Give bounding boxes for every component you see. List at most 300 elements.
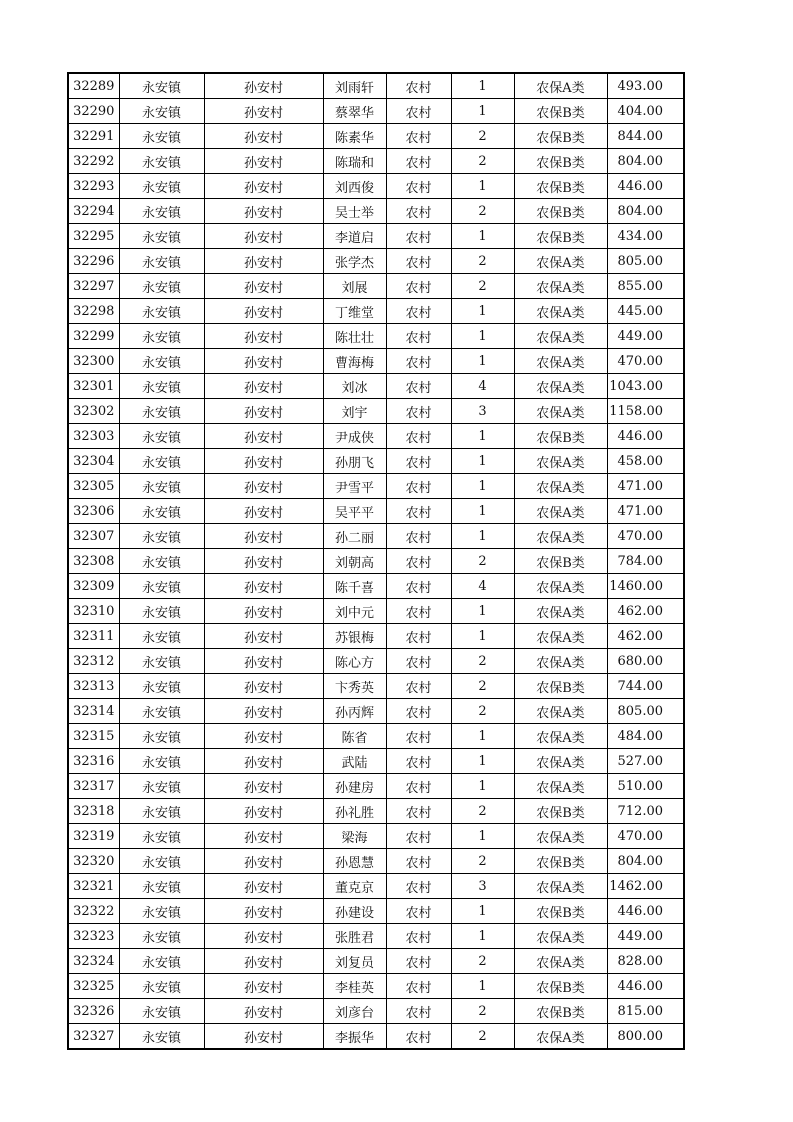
amount-cell: 470.00 — [607, 524, 684, 549]
insurance-category-cell: 农保A类 — [514, 499, 607, 524]
insurance-category-cell: 农保A类 — [514, 349, 607, 374]
table-row — [68, 499, 684, 524]
member-count-cell: 1 — [451, 299, 514, 324]
amount-cell: 510.00 — [607, 774, 684, 799]
member-count-cell: 1 — [451, 499, 514, 524]
insurance-category-cell: 农保B类 — [514, 124, 607, 149]
household-type-cell: 农村 — [386, 299, 451, 324]
amount-cell: 1462.00 — [607, 874, 684, 899]
village-cell: 孙安村 — [204, 824, 323, 849]
town-cell: 永安镇 — [119, 124, 204, 149]
person-name-cell: 刘雨轩 — [323, 73, 386, 99]
insurance-category-cell: 农保A类 — [514, 374, 607, 399]
household-type-cell: 农村 — [386, 899, 451, 924]
town-cell: 永安镇 — [119, 1024, 204, 1050]
record-id-cell: 32298 — [68, 299, 119, 324]
town-cell: 永安镇 — [119, 699, 204, 724]
insurance-category-cell: 农保B类 — [514, 99, 607, 124]
insurance-category-cell: 农保A类 — [514, 274, 607, 299]
amount-cell: 470.00 — [607, 349, 684, 374]
amount-cell: 1460.00 — [607, 574, 684, 599]
village-cell: 孙安村 — [204, 149, 323, 174]
table-row — [68, 1024, 684, 1050]
member-count-cell: 1 — [451, 449, 514, 474]
record-id-cell: 32305 — [68, 474, 119, 499]
insurance-category-cell: 农保B类 — [514, 549, 607, 574]
amount-cell: 804.00 — [607, 199, 684, 224]
record-id-cell: 32319 — [68, 824, 119, 849]
person-name-cell: 陈瑞和 — [323, 149, 386, 174]
household-type-cell: 农村 — [386, 174, 451, 199]
member-count-cell: 1 — [451, 599, 514, 624]
household-type-cell: 农村 — [386, 524, 451, 549]
town-cell: 永安镇 — [119, 274, 204, 299]
member-count-cell: 2 — [451, 274, 514, 299]
insurance-category-cell: 农保A类 — [514, 474, 607, 499]
household-type-cell: 农村 — [386, 724, 451, 749]
household-type-cell: 农村 — [386, 349, 451, 374]
record-id-cell: 32306 — [68, 499, 119, 524]
insurance-category-cell: 农保A类 — [514, 649, 607, 674]
person-name-cell: 刘彦台 — [323, 999, 386, 1024]
person-name-cell: 刘复员 — [323, 949, 386, 974]
village-cell: 孙安村 — [204, 949, 323, 974]
insurance-category-cell: 农保B类 — [514, 799, 607, 824]
village-cell: 孙安村 — [204, 599, 323, 624]
person-name-cell: 刘冰 — [323, 374, 386, 399]
town-cell: 永安镇 — [119, 899, 204, 924]
person-name-cell: 武陆 — [323, 749, 386, 774]
insurance-category-cell: 农保A类 — [514, 449, 607, 474]
village-cell: 孙安村 — [204, 724, 323, 749]
town-cell: 永安镇 — [119, 149, 204, 174]
table-row — [68, 599, 684, 624]
record-id-cell: 32313 — [68, 674, 119, 699]
record-id-cell: 32308 — [68, 549, 119, 574]
member-count-cell: 2 — [451, 674, 514, 699]
member-count-cell: 2 — [451, 999, 514, 1024]
member-count-cell: 1 — [451, 73, 514, 99]
records-table — [67, 72, 685, 1050]
town-cell: 永安镇 — [119, 499, 204, 524]
household-type-cell: 农村 — [386, 924, 451, 949]
record-id-cell: 32310 — [68, 599, 119, 624]
member-count-cell: 4 — [451, 374, 514, 399]
table-row — [68, 674, 684, 699]
village-cell: 孙安村 — [204, 124, 323, 149]
village-cell: 孙安村 — [204, 874, 323, 899]
town-cell: 永安镇 — [119, 474, 204, 499]
household-type-cell: 农村 — [386, 374, 451, 399]
insurance-category-cell: 农保A类 — [514, 524, 607, 549]
household-type-cell: 农村 — [386, 249, 451, 274]
household-type-cell: 农村 — [386, 874, 451, 899]
table-row — [68, 124, 684, 149]
amount-cell: 449.00 — [607, 324, 684, 349]
person-name-cell: 孙恩慧 — [323, 849, 386, 874]
amount-cell: 493.00 — [607, 73, 684, 99]
person-name-cell: 刘西俊 — [323, 174, 386, 199]
table-row — [68, 924, 684, 949]
town-cell: 永安镇 — [119, 749, 204, 774]
member-count-cell: 1 — [451, 224, 514, 249]
village-cell: 孙安村 — [204, 224, 323, 249]
member-count-cell: 1 — [451, 774, 514, 799]
record-id-cell: 32318 — [68, 799, 119, 824]
table-row — [68, 524, 684, 549]
table-row — [68, 949, 684, 974]
village-cell: 孙安村 — [204, 299, 323, 324]
insurance-category-cell: 农保A类 — [514, 1024, 607, 1050]
table-row — [68, 374, 684, 399]
village-cell: 孙安村 — [204, 774, 323, 799]
record-id-cell: 32322 — [68, 899, 119, 924]
amount-cell: 855.00 — [607, 274, 684, 299]
member-count-cell: 2 — [451, 1024, 514, 1050]
person-name-cell: 吴平平 — [323, 499, 386, 524]
village-cell: 孙安村 — [204, 349, 323, 374]
insurance-category-cell: 农保B类 — [514, 149, 607, 174]
household-type-cell: 农村 — [386, 474, 451, 499]
amount-cell: 815.00 — [607, 999, 684, 1024]
person-name-cell: 李振华 — [323, 1024, 386, 1050]
person-name-cell: 尹雪平 — [323, 474, 386, 499]
person-name-cell: 李道启 — [323, 224, 386, 249]
table-row — [68, 874, 684, 899]
village-cell: 孙安村 — [204, 1024, 323, 1050]
record-id-cell: 32320 — [68, 849, 119, 874]
table-row — [68, 849, 684, 874]
person-name-cell: 陈素华 — [323, 124, 386, 149]
table-row — [68, 999, 684, 1024]
household-type-cell: 农村 — [386, 824, 451, 849]
member-count-cell: 2 — [451, 699, 514, 724]
member-count-cell: 1 — [451, 824, 514, 849]
amount-cell: 805.00 — [607, 699, 684, 724]
village-cell: 孙安村 — [204, 474, 323, 499]
town-cell: 永安镇 — [119, 99, 204, 124]
town-cell: 永安镇 — [119, 874, 204, 899]
table-row — [68, 749, 684, 774]
insurance-category-cell: 农保A类 — [514, 73, 607, 99]
person-name-cell: 陈心方 — [323, 649, 386, 674]
member-count-cell: 2 — [451, 149, 514, 174]
record-id-cell: 32325 — [68, 974, 119, 999]
record-id-cell: 32314 — [68, 699, 119, 724]
village-cell: 孙安村 — [204, 924, 323, 949]
insurance-category-cell: 农保A类 — [514, 924, 607, 949]
amount-cell: 458.00 — [607, 449, 684, 474]
insurance-category-cell: 农保B类 — [514, 224, 607, 249]
person-name-cell: 孙朋飞 — [323, 449, 386, 474]
table-row — [68, 249, 684, 274]
table-row — [68, 99, 684, 124]
town-cell: 永安镇 — [119, 324, 204, 349]
village-cell: 孙安村 — [204, 674, 323, 699]
amount-cell: 471.00 — [607, 499, 684, 524]
person-name-cell: 苏银梅 — [323, 624, 386, 649]
insurance-category-cell: 农保A类 — [514, 324, 607, 349]
record-id-cell: 32293 — [68, 174, 119, 199]
record-id-cell: 32300 — [68, 349, 119, 374]
record-id-cell: 32303 — [68, 424, 119, 449]
table-row — [68, 349, 684, 374]
amount-cell: 804.00 — [607, 849, 684, 874]
village-cell: 孙安村 — [204, 624, 323, 649]
insurance-category-cell: 农保A类 — [514, 249, 607, 274]
village-cell: 孙安村 — [204, 749, 323, 774]
insurance-category-cell: 农保A类 — [514, 949, 607, 974]
member-count-cell: 3 — [451, 874, 514, 899]
household-type-cell: 农村 — [386, 774, 451, 799]
village-cell: 孙安村 — [204, 799, 323, 824]
amount-cell: 470.00 — [607, 824, 684, 849]
table-row — [68, 149, 684, 174]
table-row — [68, 974, 684, 999]
household-type-cell: 农村 — [386, 749, 451, 774]
table-row — [68, 649, 684, 674]
household-type-cell: 农村 — [386, 73, 451, 99]
insurance-category-cell: 农保A类 — [514, 699, 607, 724]
amount-cell: 805.00 — [607, 249, 684, 274]
member-count-cell: 1 — [451, 924, 514, 949]
amount-cell: 744.00 — [607, 674, 684, 699]
insurance-category-cell: 农保B类 — [514, 849, 607, 874]
town-cell: 永安镇 — [119, 199, 204, 224]
amount-cell: 800.00 — [607, 1024, 684, 1050]
member-count-cell: 2 — [451, 649, 514, 674]
insurance-category-cell: 农保A类 — [514, 874, 607, 899]
table-row — [68, 799, 684, 824]
record-id-cell: 32321 — [68, 874, 119, 899]
person-name-cell: 孙礼胜 — [323, 799, 386, 824]
household-type-cell: 农村 — [386, 399, 451, 424]
household-type-cell: 农村 — [386, 799, 451, 824]
member-count-cell: 1 — [451, 99, 514, 124]
town-cell: 永安镇 — [119, 224, 204, 249]
person-name-cell: 尹成侠 — [323, 424, 386, 449]
town-cell: 永安镇 — [119, 374, 204, 399]
table-row — [68, 299, 684, 324]
household-type-cell: 农村 — [386, 124, 451, 149]
member-count-cell: 4 — [451, 574, 514, 599]
person-name-cell: 蔡翠华 — [323, 99, 386, 124]
household-type-cell: 农村 — [386, 1024, 451, 1050]
town-cell: 永安镇 — [119, 849, 204, 874]
member-count-cell: 1 — [451, 624, 514, 649]
village-cell: 孙安村 — [204, 999, 323, 1024]
village-cell: 孙安村 — [204, 449, 323, 474]
village-cell: 孙安村 — [204, 699, 323, 724]
village-cell: 孙安村 — [204, 249, 323, 274]
table-row — [68, 474, 684, 499]
insurance-category-cell: 农保A类 — [514, 624, 607, 649]
village-cell: 孙安村 — [204, 174, 323, 199]
person-name-cell: 陈千喜 — [323, 574, 386, 599]
insurance-category-cell: 农保A类 — [514, 774, 607, 799]
table-row — [68, 449, 684, 474]
person-name-cell: 孙二丽 — [323, 524, 386, 549]
record-id-cell: 32311 — [68, 624, 119, 649]
record-id-cell: 32316 — [68, 749, 119, 774]
amount-cell: 804.00 — [607, 149, 684, 174]
village-cell: 孙安村 — [204, 899, 323, 924]
town-cell: 永安镇 — [119, 524, 204, 549]
person-name-cell: 刘中元 — [323, 599, 386, 624]
amount-cell: 404.00 — [607, 99, 684, 124]
town-cell: 永安镇 — [119, 599, 204, 624]
member-count-cell: 3 — [451, 399, 514, 424]
record-id-cell: 32312 — [68, 649, 119, 674]
table-row — [68, 699, 684, 724]
person-name-cell: 董克京 — [323, 874, 386, 899]
village-cell: 孙安村 — [204, 424, 323, 449]
member-count-cell: 2 — [451, 549, 514, 574]
member-count-cell: 1 — [451, 974, 514, 999]
town-cell: 永安镇 — [119, 799, 204, 824]
amount-cell: 828.00 — [607, 949, 684, 974]
table-row — [68, 724, 684, 749]
town-cell: 永安镇 — [119, 724, 204, 749]
insurance-category-cell: 农保A类 — [514, 574, 607, 599]
record-id-cell: 32289 — [68, 73, 119, 99]
insurance-category-cell: 农保B类 — [514, 174, 607, 199]
amount-cell: 844.00 — [607, 124, 684, 149]
record-id-cell: 32315 — [68, 724, 119, 749]
insurance-category-cell: 农保B类 — [514, 199, 607, 224]
amount-cell: 484.00 — [607, 724, 684, 749]
record-id-cell: 32294 — [68, 199, 119, 224]
member-count-cell: 1 — [451, 174, 514, 199]
member-count-cell: 1 — [451, 749, 514, 774]
town-cell: 永安镇 — [119, 624, 204, 649]
town-cell: 永安镇 — [119, 73, 204, 99]
amount-cell: 680.00 — [607, 649, 684, 674]
insurance-category-cell: 农保A类 — [514, 724, 607, 749]
household-type-cell: 农村 — [386, 324, 451, 349]
household-type-cell: 农村 — [386, 499, 451, 524]
village-cell: 孙安村 — [204, 649, 323, 674]
member-count-cell: 2 — [451, 799, 514, 824]
table-row — [68, 774, 684, 799]
member-count-cell: 2 — [451, 124, 514, 149]
member-count-cell: 2 — [451, 199, 514, 224]
household-type-cell: 农村 — [386, 574, 451, 599]
household-type-cell: 农村 — [386, 949, 451, 974]
household-type-cell: 农村 — [386, 149, 451, 174]
member-count-cell: 2 — [451, 249, 514, 274]
table-row — [68, 224, 684, 249]
person-name-cell: 吴士举 — [323, 199, 386, 224]
person-name-cell: 梁海 — [323, 824, 386, 849]
town-cell: 永安镇 — [119, 924, 204, 949]
person-name-cell: 陈省 — [323, 724, 386, 749]
household-type-cell: 农村 — [386, 274, 451, 299]
town-cell: 永安镇 — [119, 999, 204, 1024]
member-count-cell: 1 — [451, 474, 514, 499]
village-cell: 孙安村 — [204, 524, 323, 549]
town-cell: 永安镇 — [119, 824, 204, 849]
table-row — [68, 574, 684, 599]
amount-cell: 527.00 — [607, 749, 684, 774]
village-cell: 孙安村 — [204, 849, 323, 874]
household-type-cell: 农村 — [386, 549, 451, 574]
household-type-cell: 农村 — [386, 999, 451, 1024]
record-id-cell: 32323 — [68, 924, 119, 949]
amount-cell: 462.00 — [607, 624, 684, 649]
person-name-cell: 张胜君 — [323, 924, 386, 949]
member-count-cell: 1 — [451, 524, 514, 549]
table-row — [68, 824, 684, 849]
table-row — [68, 199, 684, 224]
village-cell: 孙安村 — [204, 974, 323, 999]
town-cell: 永安镇 — [119, 549, 204, 574]
person-name-cell: 孙建设 — [323, 899, 386, 924]
insurance-category-cell: 农保B类 — [514, 999, 607, 1024]
member-count-cell: 1 — [451, 324, 514, 349]
record-id-cell: 32295 — [68, 224, 119, 249]
amount-cell: 1043.00 — [607, 374, 684, 399]
record-id-cell: 32290 — [68, 99, 119, 124]
record-id-cell: 32326 — [68, 999, 119, 1024]
table-row — [68, 899, 684, 924]
record-id-cell: 32307 — [68, 524, 119, 549]
household-type-cell: 农村 — [386, 624, 451, 649]
town-cell: 永安镇 — [119, 949, 204, 974]
record-id-cell: 32301 — [68, 374, 119, 399]
village-cell: 孙安村 — [204, 399, 323, 424]
household-type-cell: 农村 — [386, 99, 451, 124]
insurance-category-cell: 农保A类 — [514, 299, 607, 324]
village-cell: 孙安村 — [204, 73, 323, 99]
household-type-cell: 农村 — [386, 974, 451, 999]
person-name-cell: 陈壮壮 — [323, 324, 386, 349]
household-type-cell: 农村 — [386, 449, 451, 474]
household-type-cell: 农村 — [386, 599, 451, 624]
town-cell: 永安镇 — [119, 449, 204, 474]
insurance-category-cell: 农保A类 — [514, 399, 607, 424]
record-id-cell: 32304 — [68, 449, 119, 474]
amount-cell: 1158.00 — [607, 399, 684, 424]
table-row — [68, 549, 684, 574]
village-cell: 孙安村 — [204, 324, 323, 349]
table-row — [68, 324, 684, 349]
village-cell: 孙安村 — [204, 99, 323, 124]
person-name-cell: 刘朝高 — [323, 549, 386, 574]
table-row — [68, 174, 684, 199]
record-id-cell: 32291 — [68, 124, 119, 149]
amount-cell: 446.00 — [607, 899, 684, 924]
insurance-category-cell: 农保B类 — [514, 899, 607, 924]
town-cell: 永安镇 — [119, 399, 204, 424]
amount-cell: 449.00 — [607, 924, 684, 949]
insurance-category-cell: 农保B类 — [514, 424, 607, 449]
insurance-category-cell: 农保B类 — [514, 974, 607, 999]
insurance-category-cell: 农保A类 — [514, 599, 607, 624]
town-cell: 永安镇 — [119, 649, 204, 674]
person-name-cell: 孙建房 — [323, 774, 386, 799]
amount-cell: 784.00 — [607, 549, 684, 574]
household-type-cell: 农村 — [386, 649, 451, 674]
member-count-cell: 2 — [451, 949, 514, 974]
household-type-cell: 农村 — [386, 674, 451, 699]
person-name-cell: 刘展 — [323, 274, 386, 299]
village-cell: 孙安村 — [204, 199, 323, 224]
record-id-cell: 32292 — [68, 149, 119, 174]
town-cell: 永安镇 — [119, 249, 204, 274]
record-id-cell: 32302 — [68, 399, 119, 424]
insurance-category-cell: 农保B类 — [514, 674, 607, 699]
